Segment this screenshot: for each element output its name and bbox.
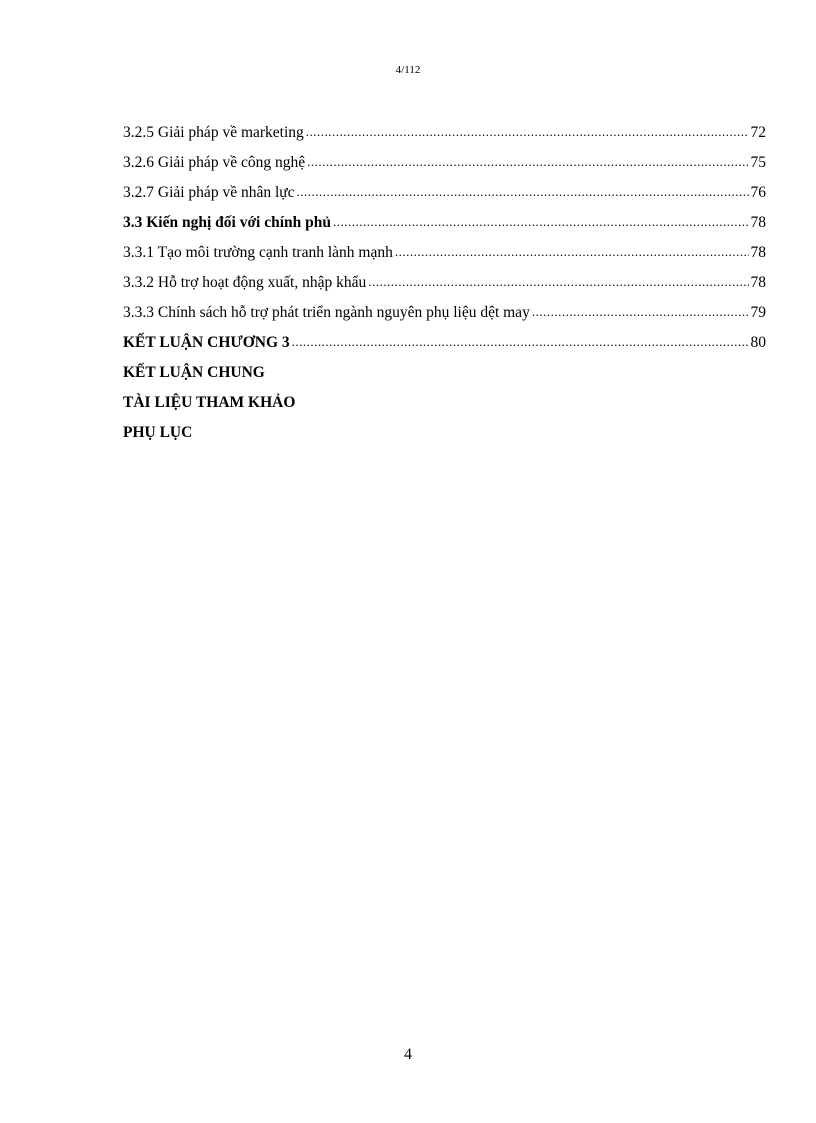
toc-entry-label: 3.2.5 Giải pháp về marketing [123, 124, 304, 141]
toc-leader-dots [297, 177, 749, 207]
toc-entry[interactable] [123, 178, 766, 208]
toc-leader-dots [532, 297, 749, 327]
toc-entry-page: 72 [750, 124, 766, 141]
toc-leader-dots [368, 267, 748, 297]
toc-entry-page: 78 [750, 244, 766, 261]
toc-entry[interactable] [123, 268, 766, 298]
toc-entry[interactable] [123, 298, 766, 328]
toc-entry-general-conclusion[interactable] [123, 358, 766, 388]
toc-entry-appendix[interactable] [123, 418, 766, 448]
toc-entry-page: 76 [750, 184, 766, 201]
toc-leader-dots [333, 207, 748, 237]
toc-entry-label: TÀI LIỆU THAM KHẢO [123, 394, 296, 411]
table-of-contents [123, 118, 766, 448]
toc-leader-dots [292, 327, 749, 357]
toc-leader-dots [395, 237, 749, 267]
toc-entry-label: KẾT LUẬN CHUNG [123, 364, 265, 381]
page-number: 4 [404, 1046, 412, 1063]
toc-entry[interactable] [123, 148, 766, 178]
toc-entry-label: 3.2.7 Giải pháp về nhân lực [123, 184, 295, 201]
toc-entry-label: 3.3.1 Tạo môi trường cạnh tranh lành mạnh [123, 244, 393, 261]
toc-entry-page: 79 [750, 304, 766, 321]
toc-entry-page: 75 [750, 154, 766, 171]
toc-entry-label: KẾT LUẬN CHƯƠNG 3 [123, 334, 290, 351]
toc-entry-references[interactable] [123, 388, 766, 418]
toc-entry-page: 80 [750, 334, 766, 351]
toc-entry-page: 78 [750, 274, 766, 291]
toc-entry-label: 3.2.6 Giải pháp về công nghệ [123, 154, 306, 171]
toc-entry-label: 3.3.3 Chính sách hỗ trợ phát triển ngành nguyên phụ liệu dệt may [123, 304, 530, 321]
toc-entry-section[interactable] [123, 208, 766, 238]
toc-entry[interactable] [123, 118, 766, 148]
toc-entry-label: 3.3 Kiến nghị đối với chính phủ [123, 214, 332, 231]
toc-entry-page: 78 [750, 214, 766, 231]
toc-entry-label: 3.3.2 Hỗ trợ hoạt động xuất, nhập khẩu [123, 274, 367, 291]
toc-entry[interactable] [123, 238, 766, 268]
toc-leader-dots [306, 117, 749, 147]
page-counter: 4/112 [395, 64, 421, 76]
toc-leader-dots [307, 147, 748, 177]
toc-entry-label: PHỤ LỤC [123, 424, 193, 441]
toc-entry-chapter-conclusion[interactable] [123, 328, 766, 358]
